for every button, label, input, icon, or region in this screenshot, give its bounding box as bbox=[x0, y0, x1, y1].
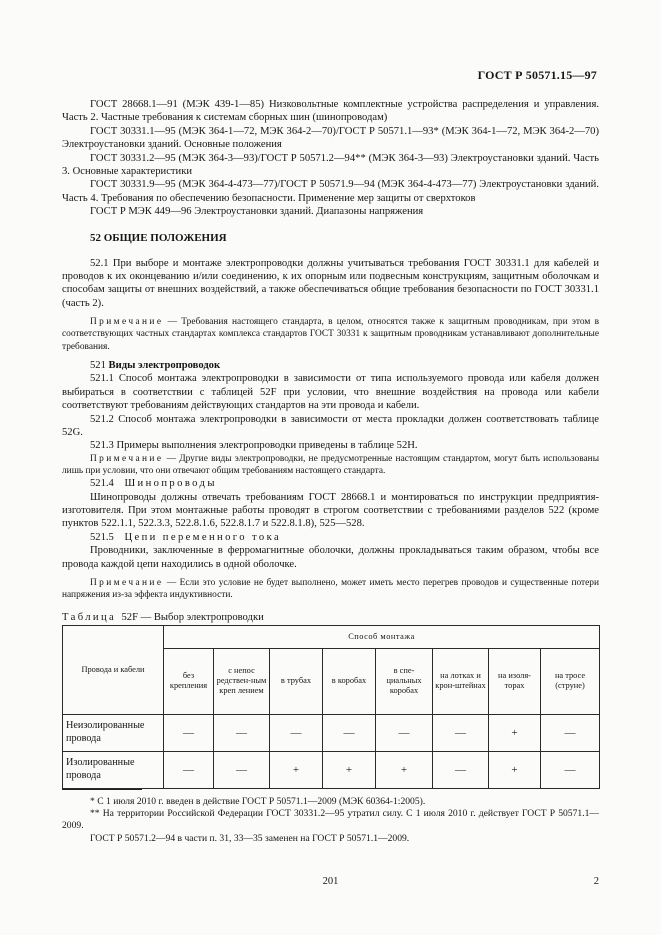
heading-title: Шинопроводы bbox=[124, 478, 217, 490]
note-2 bbox=[62, 453, 599, 477]
note-label: Примечание bbox=[90, 577, 164, 588]
footnote-item: ** На территории Российской Федерации ГОСТ 30331.2—95 утратил силу. С 1 июля 2010 г. действует ГОСТ Р 50571.1—2009. bbox=[62, 808, 599, 832]
section-title: 52 ОБЩИЕ ПОЛОЖЕНИЯ bbox=[90, 231, 227, 244]
heading-521-5 bbox=[62, 531, 599, 544]
paragraph-52-1: 52.1 При выборе и монтаже электропроводки должны учитываться требования ГОСТ 30331.1 для кабелей и проводов к их оконцеванию и/или соединению, к их опорным или подвесным конструкциям, защитным оболочкам и способам защиты от внешних воздействий, а также обеспечиваться общие требования безопасности по ГОСТ 30331.1 (часть 2). bbox=[62, 257, 599, 309]
table-cell: + bbox=[489, 714, 541, 751]
paragraph-521-1: 521.1 Способ монтажа электропроводки в зависимости от типа используемого провода или кабеля должен выбираться в соответствии с таблицей 52F при условии, что внешние воздействия на провода или кабели соответствуют требованиям действующих стандартов на эти провода и кабели. bbox=[62, 373, 599, 412]
heading-number: 521.5 bbox=[90, 531, 114, 543]
table-header-cell: Провода и кабели bbox=[63, 625, 164, 714]
table-cell: — bbox=[164, 751, 214, 788]
table-header-group: Способ монтажа bbox=[164, 625, 600, 648]
table-cell: — bbox=[433, 714, 489, 751]
heading-title: Цепи переменного тока bbox=[124, 531, 282, 543]
table-cell: — bbox=[541, 751, 600, 788]
table-header-cell: без крепления bbox=[164, 648, 214, 714]
table-row-label: Неизолированные провода bbox=[63, 714, 164, 751]
table-caption-label: Таблица bbox=[62, 612, 117, 624]
table-cell: — bbox=[376, 714, 433, 751]
reference-item: ГОСТ 28668.1—91 (МЭК 439-1—85) Низковольтные комплектные устройства распределения и управления. Часть 2. Частные требования к системам сборных шин (шинопроводам) bbox=[62, 99, 599, 124]
table-cell: — bbox=[164, 714, 214, 751]
page-number-secondary: 2 bbox=[593, 876, 599, 887]
table-header-cell: на тросе (струне) bbox=[541, 648, 600, 714]
paragraph-521-3: 521.3 Примеры выполнения электропроводки приведены в таблице 52H. bbox=[90, 440, 418, 452]
reference-item: ГОСТ 30331.1—95 (МЭК 364-1—72, МЭК 364-2—70)/ГОСТ Р 50571.1—93* (МЭК 364-1—72, МЭК 364-2—70) Электроустановки зданий. Основные положения bbox=[62, 125, 599, 151]
table-cell: + bbox=[376, 751, 433, 788]
footnote-item: * С 1 июля 2010 г. введен в действие ГОСТ Р 50571.1—2009 (МЭК 60364-1:2005). bbox=[90, 796, 426, 807]
main-content bbox=[62, 98, 599, 789]
paragraph-521-5: Проводники, заключенные в ферромагнитные оболочки, должны прокладываться таким образом, чтобы все провода каждой цепи находились в одной оболочке. bbox=[62, 545, 599, 570]
wiring-selection-table bbox=[62, 625, 600, 789]
reference-item: ГОСТ 30331.2—95 (МЭК 364-3—93)/ГОСТ Р 50571.2—94** (МЭК 364-3—93) Электроустановки зданий. Часть 3. Основные характеристики bbox=[62, 152, 599, 178]
table-header-cell: с непос редствен-ным креп лением bbox=[214, 648, 270, 714]
table-cell: — bbox=[270, 714, 323, 751]
heading-521 bbox=[62, 359, 599, 372]
note-text: — Если это условие не будет выполнено, может иметь место перегрев проводов и существенные потери напряжения из-за эффекта индуктивности. bbox=[62, 577, 599, 601]
reference-item: ГОСТ 30331.9—95 (МЭК 364-4-473—77)/ГОСТ Р 50571.9—94 (МЭК 364-4-473—77) Электроустановки зданий. Часть 4. Требования по обеспечению безопасности. Применение мер защиты от сверхтоков bbox=[62, 179, 599, 204]
paragraph-521-4: Шинопроводы должны отвечать требованиям ГОСТ 28668.1 и монтироваться по инструкции предприятия-изготовителя. При этом монтажные работы проводят в строгом соответствии с требованиями разделов 522 (кроме пунктов 522.1.1, 522.3.3, 522.8.1.6, 522.8.1.7 и 522.8.1.8), 525—528. bbox=[62, 491, 599, 530]
table-header-cell: в коробах bbox=[323, 648, 376, 714]
table-cell: — bbox=[541, 714, 600, 751]
table-header-cell: на лотках и крон-штейнах bbox=[433, 648, 489, 714]
note-label: Примечание bbox=[90, 317, 164, 328]
page-number: 201 bbox=[322, 876, 339, 887]
footnote-item: ГОСТ Р 50571.2—94 в части п. 31, 33—35 заменен на ГОСТ Р 50571.1—2009. bbox=[90, 832, 410, 844]
table-cell: — bbox=[214, 714, 270, 751]
footnote-divider bbox=[62, 789, 142, 790]
heading-number: 521.4 bbox=[90, 478, 114, 490]
table-row bbox=[63, 714, 600, 751]
paragraph-521-2: 521.2 Способ монтажа электропроводки в зависимости от места прокладки должен соответствовать таблице 52G. bbox=[62, 413, 599, 438]
note-3 bbox=[62, 577, 599, 601]
table-caption bbox=[62, 611, 599, 624]
heading-number: 521 bbox=[90, 359, 109, 371]
table-cell: — bbox=[323, 714, 376, 751]
table-row-label: Изолированные провода bbox=[63, 751, 164, 788]
reference-item: ГОСТ Р МЭК 449—96 Электроустановки зданий. Диапазоны напряжения bbox=[90, 206, 424, 218]
footnotes bbox=[62, 796, 599, 845]
heading-521-4 bbox=[62, 477, 599, 490]
table-cell: + bbox=[489, 751, 541, 788]
note-text: — Другие виды электропроводки, не предусмотренные настоящим стандартом, могут быть использованы лишь при условии, что они отвечают общим требованиям настоящего стандарта. bbox=[62, 453, 599, 476]
table-header-cell: в спе-циальных коробах bbox=[376, 648, 433, 714]
table-row bbox=[63, 751, 600, 788]
table-header-cell: в трубах bbox=[270, 648, 323, 714]
heading-title: Виды электропроводок bbox=[108, 359, 221, 371]
table-cell: — bbox=[433, 751, 489, 788]
table-cell: — bbox=[214, 751, 270, 788]
table-cell: + bbox=[323, 751, 376, 788]
note-1 bbox=[62, 316, 599, 353]
note-text: — Требования настоящего стандарта, в целом, относятся также к защитным проводникам, при этом в соответствующих частных стандартах комплекса стандартов ГОСТ 30331 к защитным проводникам устанавливают дополнительные требования. bbox=[62, 317, 599, 352]
note-label: Примечание bbox=[90, 453, 164, 464]
table-cell: + bbox=[270, 751, 323, 788]
document-code-header: ГОСТ Р 50571.15—97 bbox=[477, 68, 597, 82]
table-caption-text: 52F — Выбор электропроводки bbox=[121, 612, 264, 624]
table-header-row bbox=[63, 625, 600, 648]
table-header-cell: на изоля-торах bbox=[489, 648, 541, 714]
